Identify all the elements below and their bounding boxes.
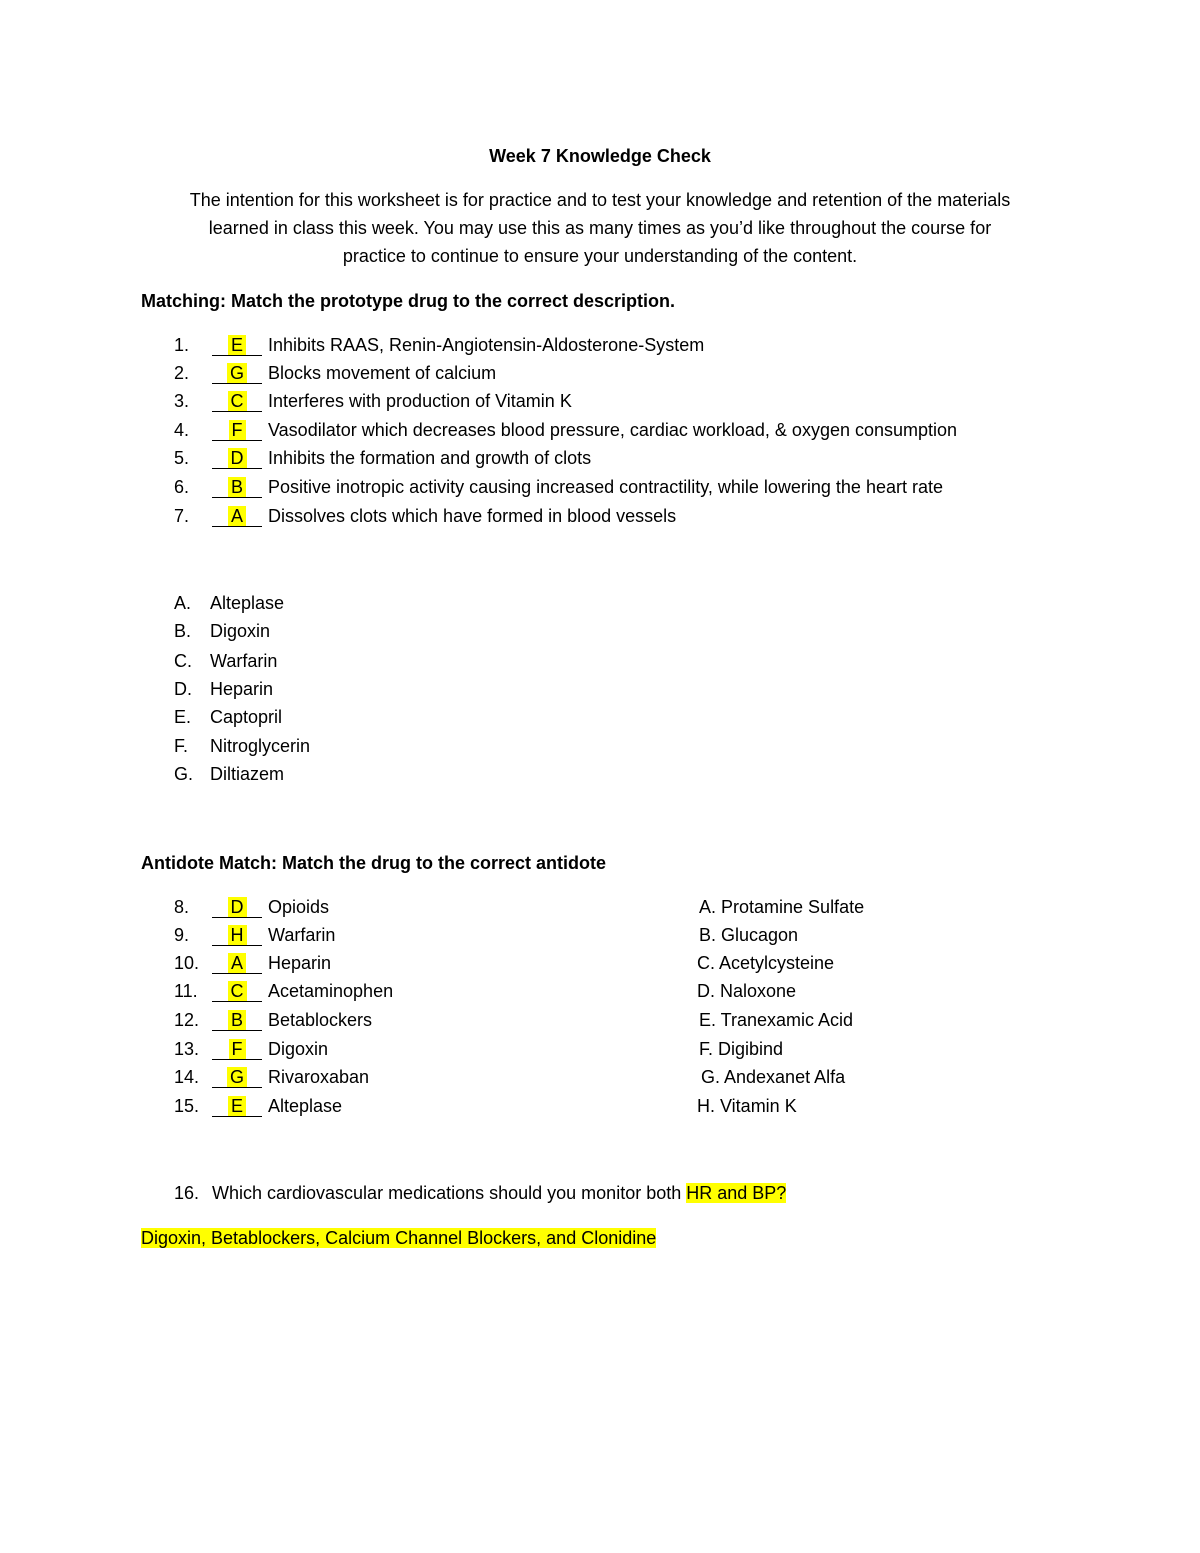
answer-letter: A: [228, 953, 246, 973]
answer-blank[interactable]: [212, 391, 262, 412]
item-description: Blocks movement of calcium: [268, 363, 497, 383]
option-letter: D.: [174, 679, 192, 699]
answer-letter: E: [228, 1096, 246, 1116]
matching-item: [174, 502, 676, 530]
answer-blank[interactable]: [212, 420, 262, 441]
answer-blank[interactable]: [212, 925, 262, 946]
question-text: Which cardiovascular medications should you monitor both: [212, 1183, 682, 1203]
answer-letter: G: [227, 363, 247, 383]
answer-blank[interactable]: [212, 1096, 262, 1117]
answer-blank[interactable]: [212, 953, 262, 974]
option-letter: B.: [174, 621, 192, 641]
matching-item: [174, 359, 496, 387]
intro-line: practice to continue to ensure your understanding of the content.: [342, 246, 858, 266]
option-letter: F.: [174, 736, 189, 756]
matching-item: [174, 444, 591, 472]
answer-letter: F: [229, 1039, 246, 1059]
item-number: 8.: [174, 897, 190, 917]
item-description: Vasodilator which decreases blood pressure, cardiac workload, & oxygen consumption: [268, 420, 958, 440]
option-text: Warfarin: [210, 651, 278, 671]
item-description: Interferes with production of Vitamin K: [268, 391, 572, 411]
matching-item: [174, 387, 572, 415]
antidote-item: [174, 1063, 369, 1091]
item-number: 13.: [174, 1039, 200, 1059]
answer-blank[interactable]: [212, 335, 262, 356]
option-letter: G.: [174, 764, 194, 784]
drug-name: Rivaroxaban: [268, 1067, 370, 1087]
drug-option: [174, 703, 282, 731]
answer-letter: E: [228, 335, 246, 355]
antidote-option: F. Digibind: [699, 1039, 784, 1059]
item-number: 7.: [174, 506, 190, 526]
antidote-item: [174, 893, 329, 921]
answer-letter: G: [227, 1067, 247, 1087]
option-letter: A.: [174, 593, 192, 613]
question-16: [174, 1179, 786, 1207]
antidote-heading: Antidote Match: Match the drug to the correct antidote: [141, 853, 607, 873]
answer-letter: D: [228, 448, 247, 468]
antidote-option: C. Acetylcysteine: [697, 953, 835, 973]
intro-line: learned in class this week. You may use this as many times as you’d like throughout the course for: [208, 218, 992, 238]
antidote-item: [174, 921, 335, 949]
drug-option: [174, 675, 273, 703]
item-number: 1.: [174, 335, 190, 355]
answer-letter: C: [228, 391, 247, 411]
antidote-option: A. Protamine Sulfate: [699, 897, 865, 917]
option-text: Heparin: [210, 679, 274, 699]
item-description: Positive inotropic activity causing increased contractility, while lowering the heart rate: [268, 477, 943, 497]
answer-blank[interactable]: [212, 448, 262, 469]
antidote-item: [174, 977, 393, 1005]
intro-paragraph: [140, 186, 1060, 270]
item-description: Dissolves clots which have formed in blood vessels: [268, 506, 677, 526]
page-title: Week 7 Knowledge Check: [489, 146, 711, 166]
drug-name: Digoxin: [268, 1039, 329, 1059]
antidote-item: [174, 949, 331, 977]
item-number: 15.: [174, 1096, 200, 1116]
option-letter: C.: [174, 651, 192, 671]
drug-name: Betablockers: [268, 1010, 373, 1030]
drug-option: [174, 647, 277, 675]
antidote-option: D. Naloxone: [697, 981, 797, 1001]
answer-blank[interactable]: [212, 1010, 262, 1031]
item-number: 14.: [174, 1067, 200, 1087]
antidote-item: [174, 1035, 328, 1063]
item-number: 6.: [174, 477, 190, 497]
answer-letter: D: [228, 897, 247, 917]
answer-letter: H: [228, 925, 247, 945]
answer-letter: C: [228, 981, 247, 1001]
intro-line: The intention for this worksheet is for practice and to test your knowledge and retention of the materials: [189, 190, 1011, 210]
matching-item: [174, 331, 704, 359]
answer-letter: B: [228, 477, 246, 497]
answer-text: Digoxin, Betablockers, Calcium Channel Blockers, and Clonidine: [141, 1228, 657, 1248]
antidote-option: H. Vitamin K: [697, 1096, 797, 1116]
antidote-option: G. Andexanet Alfa: [701, 1067, 846, 1087]
answer-letter: A: [228, 506, 246, 526]
drug-name: Opioids: [268, 897, 330, 917]
answer-letter: F: [229, 420, 246, 440]
answer-blank[interactable]: [212, 897, 262, 918]
highlighted-text: HR and BP?: [686, 1183, 787, 1203]
item-number: 4.: [174, 420, 190, 440]
option-text: Captopril: [210, 707, 283, 727]
antidote-option: B. Glucagon: [699, 925, 799, 945]
item-number: 16.: [174, 1183, 200, 1203]
matching-item: [174, 473, 943, 501]
drug-name: Warfarin: [268, 925, 336, 945]
antidote-option: E. Tranexamic Acid: [699, 1010, 854, 1030]
item-number: 3.: [174, 391, 190, 411]
drug-option: [174, 732, 310, 760]
item-description: Inhibits RAAS, Renin-Angiotensin-Aldosterone-System: [268, 335, 705, 355]
item-number: 10.: [174, 953, 200, 973]
drug-option: [174, 617, 270, 645]
answer-blank[interactable]: [212, 981, 262, 1002]
item-number: 11.: [174, 981, 198, 1001]
matching-item: [174, 416, 957, 444]
drug-option: [174, 760, 284, 788]
option-letter: E.: [174, 707, 192, 727]
antidote-item: [174, 1006, 372, 1034]
antidote-item: [174, 1092, 342, 1120]
item-description: Inhibits the formation and growth of clots: [268, 448, 592, 468]
answer-letter: B: [228, 1010, 246, 1030]
answer-blank[interactable]: [212, 477, 262, 498]
answer-blank[interactable]: [212, 1067, 262, 1088]
option-text: Digoxin: [210, 621, 271, 641]
drug-name: Heparin: [268, 953, 332, 973]
item-number: 2.: [174, 363, 190, 383]
option-text: Diltiazem: [210, 764, 285, 784]
option-text: Nitroglycerin: [210, 736, 311, 756]
question-16-answer: [141, 1224, 656, 1252]
matching-heading: Matching: Match the prototype drug to the correct description.: [141, 291, 676, 311]
drug-option: [174, 589, 284, 617]
item-number: 9.: [174, 925, 190, 945]
item-number: 5.: [174, 448, 190, 468]
item-number: 12.: [174, 1010, 200, 1030]
option-text: Alteplase: [210, 593, 285, 613]
answer-blank[interactable]: [212, 1039, 262, 1060]
answer-blank[interactable]: [212, 363, 262, 384]
drug-name: Acetaminophen: [268, 981, 394, 1001]
drug-name: Alteplase: [268, 1096, 343, 1116]
answer-blank[interactable]: [212, 506, 262, 527]
